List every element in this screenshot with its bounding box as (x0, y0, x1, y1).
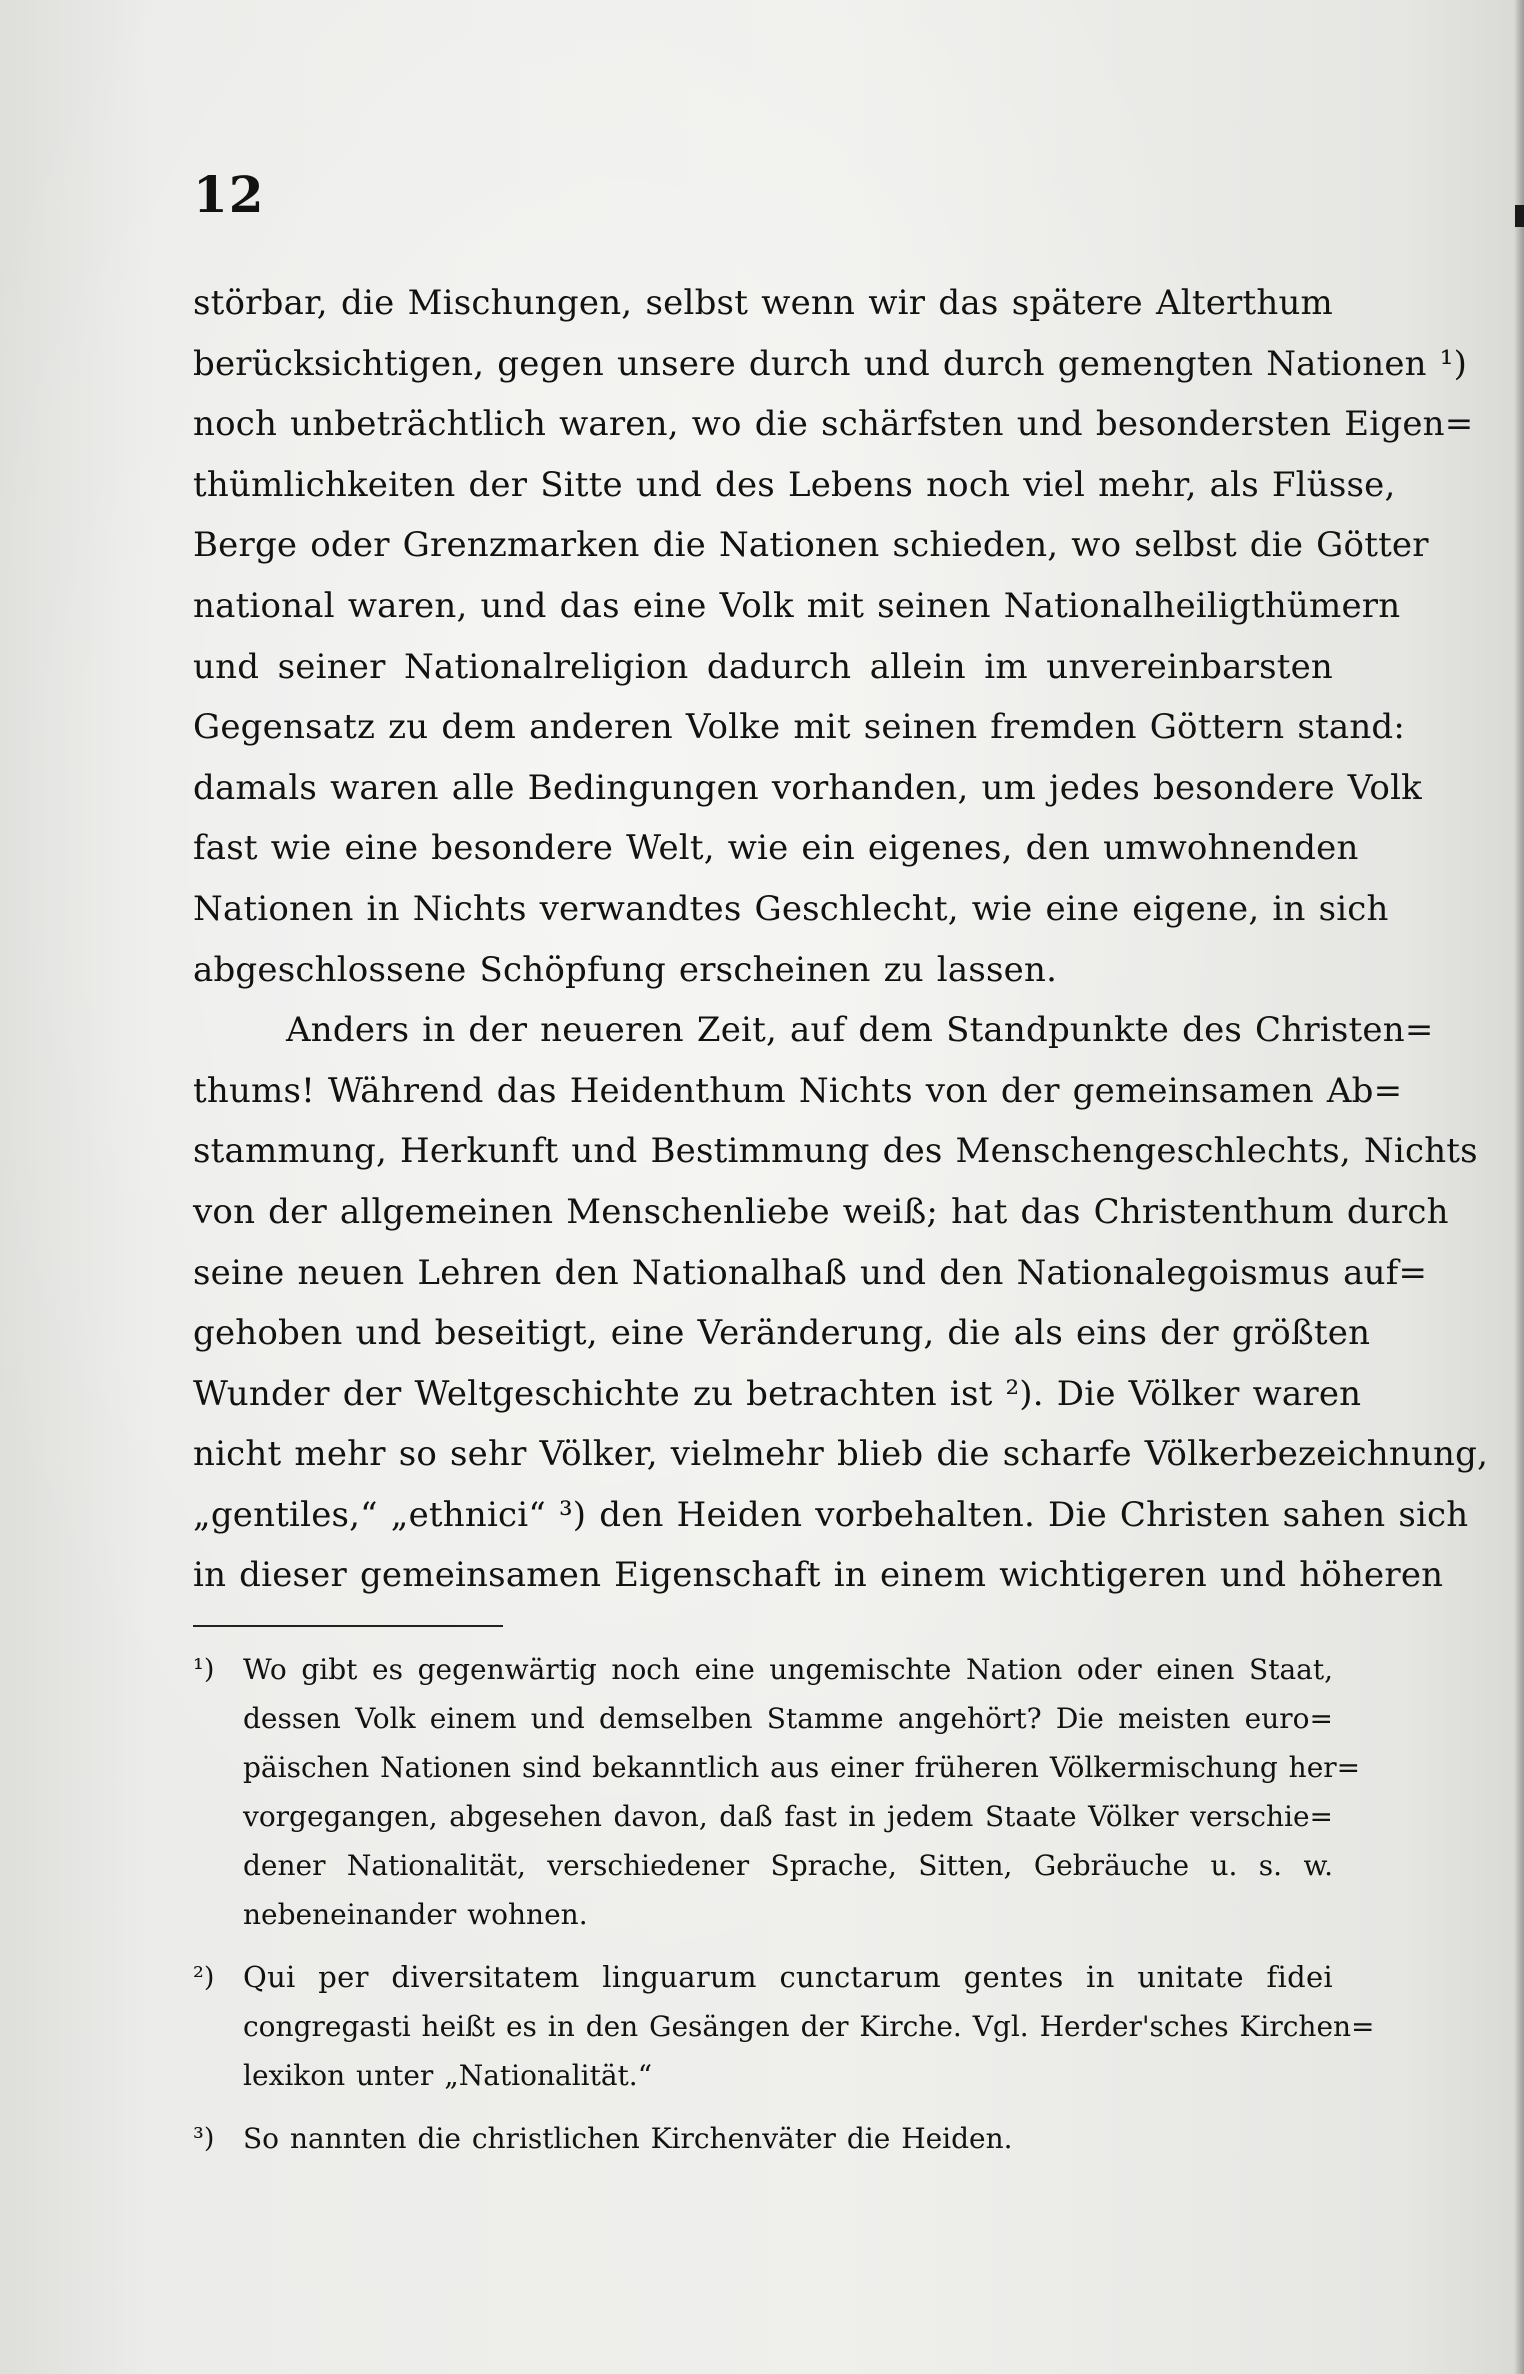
text-line: in dieser gemeinsamen Eigenschaft in einem wichtigeren und höheren (193, 1555, 1444, 1596)
footnote-3 (193, 2114, 1333, 2163)
text-line: Gegensatz zu dem anderen Volke mit seinen fremden Göttern stand: (193, 707, 1406, 748)
footnote-1 (193, 1645, 1361, 1939)
text-line: und seiner Nationalreligion dadurch allein im unvereinbarsten (193, 646, 1333, 687)
footnote-2 (193, 1953, 1375, 2100)
text-line: Nationen in Nichts verwandtes Geschlecht, wie eine eigene, in sich (193, 888, 1389, 929)
footnote-line: Wo gibt es gegenwärtig noch eine ungemischte Nation oder einen Staat, (243, 1653, 1333, 1686)
text-line: Berge oder Grenzmarken die Nationen schieden, wo selbst die Götter (193, 525, 1429, 566)
text-line: berücksichtigen, gegen unsere durch und durch gemengten Nationen ¹) (193, 343, 1468, 384)
footnote-line: vorgegangen, abgesehen davon, daß fast in jedem Staate Völker verschie= (243, 1800, 1333, 1833)
text-line: störbar, die Mischungen, selbst wenn wir das spätere Alterthum (193, 283, 1333, 323)
footnote-line: lexikon unter „Nationalität.“ (243, 2059, 653, 2092)
text-line: fast wie eine besondere Welt, wie ein eigenes, den umwohnenden (193, 828, 1359, 869)
text-line: gehoben und beseitigt, eine Veränderung, die als eins der größten (193, 1313, 1371, 1354)
footnotes (193, 1645, 1375, 2177)
text-line: national waren, und das eine Volk mit seinen Nationalheiligthümern (193, 585, 1401, 626)
footnote-marker: ²) (193, 1962, 215, 1993)
footnote-line: päischen Nationen sind bekanntlich aus einer früheren Völkermischung her= (243, 1751, 1361, 1784)
text-line: noch unbeträchtlich waren, wo die schärfsten und besondersten Eigen= (193, 404, 1474, 445)
text-line: thümlichkeiten der Sitte und des Lebens noch viel mehr, als Flüsse, (193, 464, 1396, 505)
text-line: Wunder der Weltgeschichte zu betrachten ist ²). Die Völker waren (193, 1373, 1362, 1414)
footnote-marker: ³) (193, 2123, 215, 2154)
text-line: seine neuen Lehren den Nationalhaß und den Nationalegoismus auf= (193, 1252, 1428, 1293)
page-edge-shadow (1514, 0, 1524, 2374)
footnote-marker: ¹) (193, 1654, 215, 1685)
text-line: damals waren alle Bedingungen vorhanden, um jedes besondere Volk (193, 767, 1422, 808)
text-line: thums! Während das Heidenthum Nichts von der gemeinsamen Ab= (193, 1070, 1403, 1111)
footnote-separator (193, 1625, 503, 1627)
footnote-line: dener Nationalität, verschiedener Sprache, Sitten, Gebräuche u. s. w. (243, 1849, 1333, 1882)
footnote-line: So nannten die christlichen Kirchenväter die Heiden. (243, 2122, 1013, 2155)
page-edge-mark (1515, 205, 1524, 227)
text-line: von der allgemeinen Menschenliebe weiß; hat das Christenthum durch (193, 1191, 1449, 1232)
footnote-line: congregasti heißt es in den Gesängen der Kirche. Vgl. Herder'sches Kirchen= (243, 2010, 1375, 2043)
footnote-line: dessen Volk einem und demselben Stamme angehört? Die meisten euro= (243, 1702, 1333, 1735)
footnote-line: Qui per diversitatem linguarum cunctarum gentes in unitate fidei (243, 1960, 1333, 1994)
footnote-line: nebeneinander wohnen. (243, 1898, 588, 1931)
text-line: Anders in der neueren Zeit, auf dem Standpunkte des Christen= (286, 1010, 1434, 1051)
page-number: 12 (193, 165, 265, 224)
text-line: stammung, Herkunft und Bestimmung des Menschengeschlechts, Nichts (193, 1131, 1478, 1172)
text-line: „gentiles,“ „ethnici“ ³) den Heiden vorbehalten. Die Christen sahen sich (193, 1494, 1469, 1535)
body-text (193, 273, 1489, 1606)
text-line: abgeschlossene Schöpfung erscheinen zu lassen. (193, 949, 1058, 990)
text-line: nicht mehr so sehr Völker, vielmehr blieb die scharfe Völkerbezeichnung, (193, 1434, 1489, 1475)
